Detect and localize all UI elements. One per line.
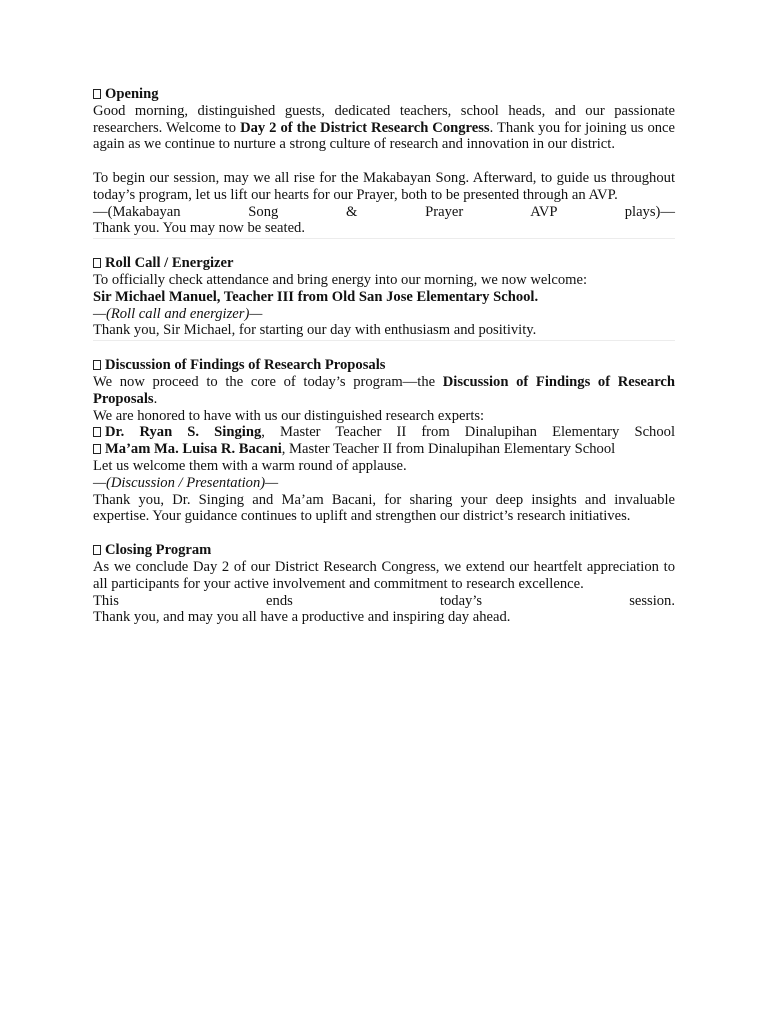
stage-direction: —(Roll call and energizer)— bbox=[93, 305, 263, 322]
paragraph: We are honored to have with us our distinguished research experts: bbox=[93, 407, 485, 424]
stage-direction: —(Makabayan Song & Prayer AVP plays)— bbox=[93, 203, 675, 220]
section-roll-call bbox=[93, 255, 675, 341]
expert-item: Ma’am Ma. Luisa R. Bacani, Master Teacher II from Dinalupihan Elementary School bbox=[93, 441, 675, 458]
checkbox-icon bbox=[93, 360, 101, 370]
checkbox-icon bbox=[93, 89, 101, 99]
paragraph: Let us welcome them with a warm round of applause. bbox=[93, 457, 407, 474]
section-closing bbox=[93, 542, 675, 627]
section-heading: Roll Call / Energizer bbox=[93, 255, 675, 272]
paragraph: Thank you. You may now be seated. bbox=[93, 220, 305, 237]
expert-item: Dr. Ryan S. Singing, Master Teacher II from Dinalupihan Elementary School bbox=[93, 424, 675, 441]
checkbox-icon bbox=[93, 444, 101, 454]
blank-line bbox=[93, 153, 675, 170]
stage-direction: —(Discussion / Presentation)— bbox=[93, 474, 279, 491]
section-opening bbox=[93, 86, 675, 239]
paragraph: To begin our session, may we all rise for the Makabayan Song. Afterward, to guide us throughout today’s program, let us lift our hearts for our Prayer, both to be presented through an AVP. bbox=[93, 169, 675, 203]
checkbox-icon bbox=[93, 427, 101, 437]
checkbox-icon bbox=[93, 258, 101, 268]
section-heading: Closing Program bbox=[93, 542, 675, 559]
paragraph: Thank you, Dr. Singing and Ma’am Bacani, for sharing your deep insights and invaluable expertise. Your guidance continues to uplift and strengthen our district’s research initiatives. bbox=[93, 491, 675, 525]
document-body bbox=[93, 86, 675, 643]
section-heading: Discussion of Findings of Research Proposals bbox=[93, 357, 675, 374]
section-discussion bbox=[93, 357, 675, 526]
paragraph: This ends today’s session. bbox=[93, 592, 675, 609]
paragraph: As we conclude Day 2 of our District Research Congress, we extend our heartfelt appreciation to all participants for your active involvement and commitment to research excellence. bbox=[93, 558, 675, 592]
paragraph: Good morning, distinguished guests, dedicated teachers, school heads, and our passionate researchers. Welcome to Day 2 of the District Research Congress. Thank you for joining us once again as we continue to nurture a strong culture of research and innovation in our district. bbox=[93, 102, 675, 153]
paragraph: Thank you, and may you all have a productive and inspiring day ahead. bbox=[93, 609, 511, 626]
paragraph: To officially check attendance and bring energy into our morning, we now welcome: bbox=[93, 271, 588, 288]
paragraph: Thank you, Sir Michael, for starting our day with enthusiasm and positivity. bbox=[93, 322, 537, 339]
section-heading: Opening bbox=[93, 86, 675, 103]
checkbox-icon bbox=[93, 545, 101, 555]
speaker-name: Sir Michael Manuel, Teacher III from Old San Jose Elementary School. bbox=[93, 288, 539, 305]
paragraph: We now proceed to the core of today’s program—the Discussion of Findings of Research Proposals. bbox=[93, 373, 675, 407]
